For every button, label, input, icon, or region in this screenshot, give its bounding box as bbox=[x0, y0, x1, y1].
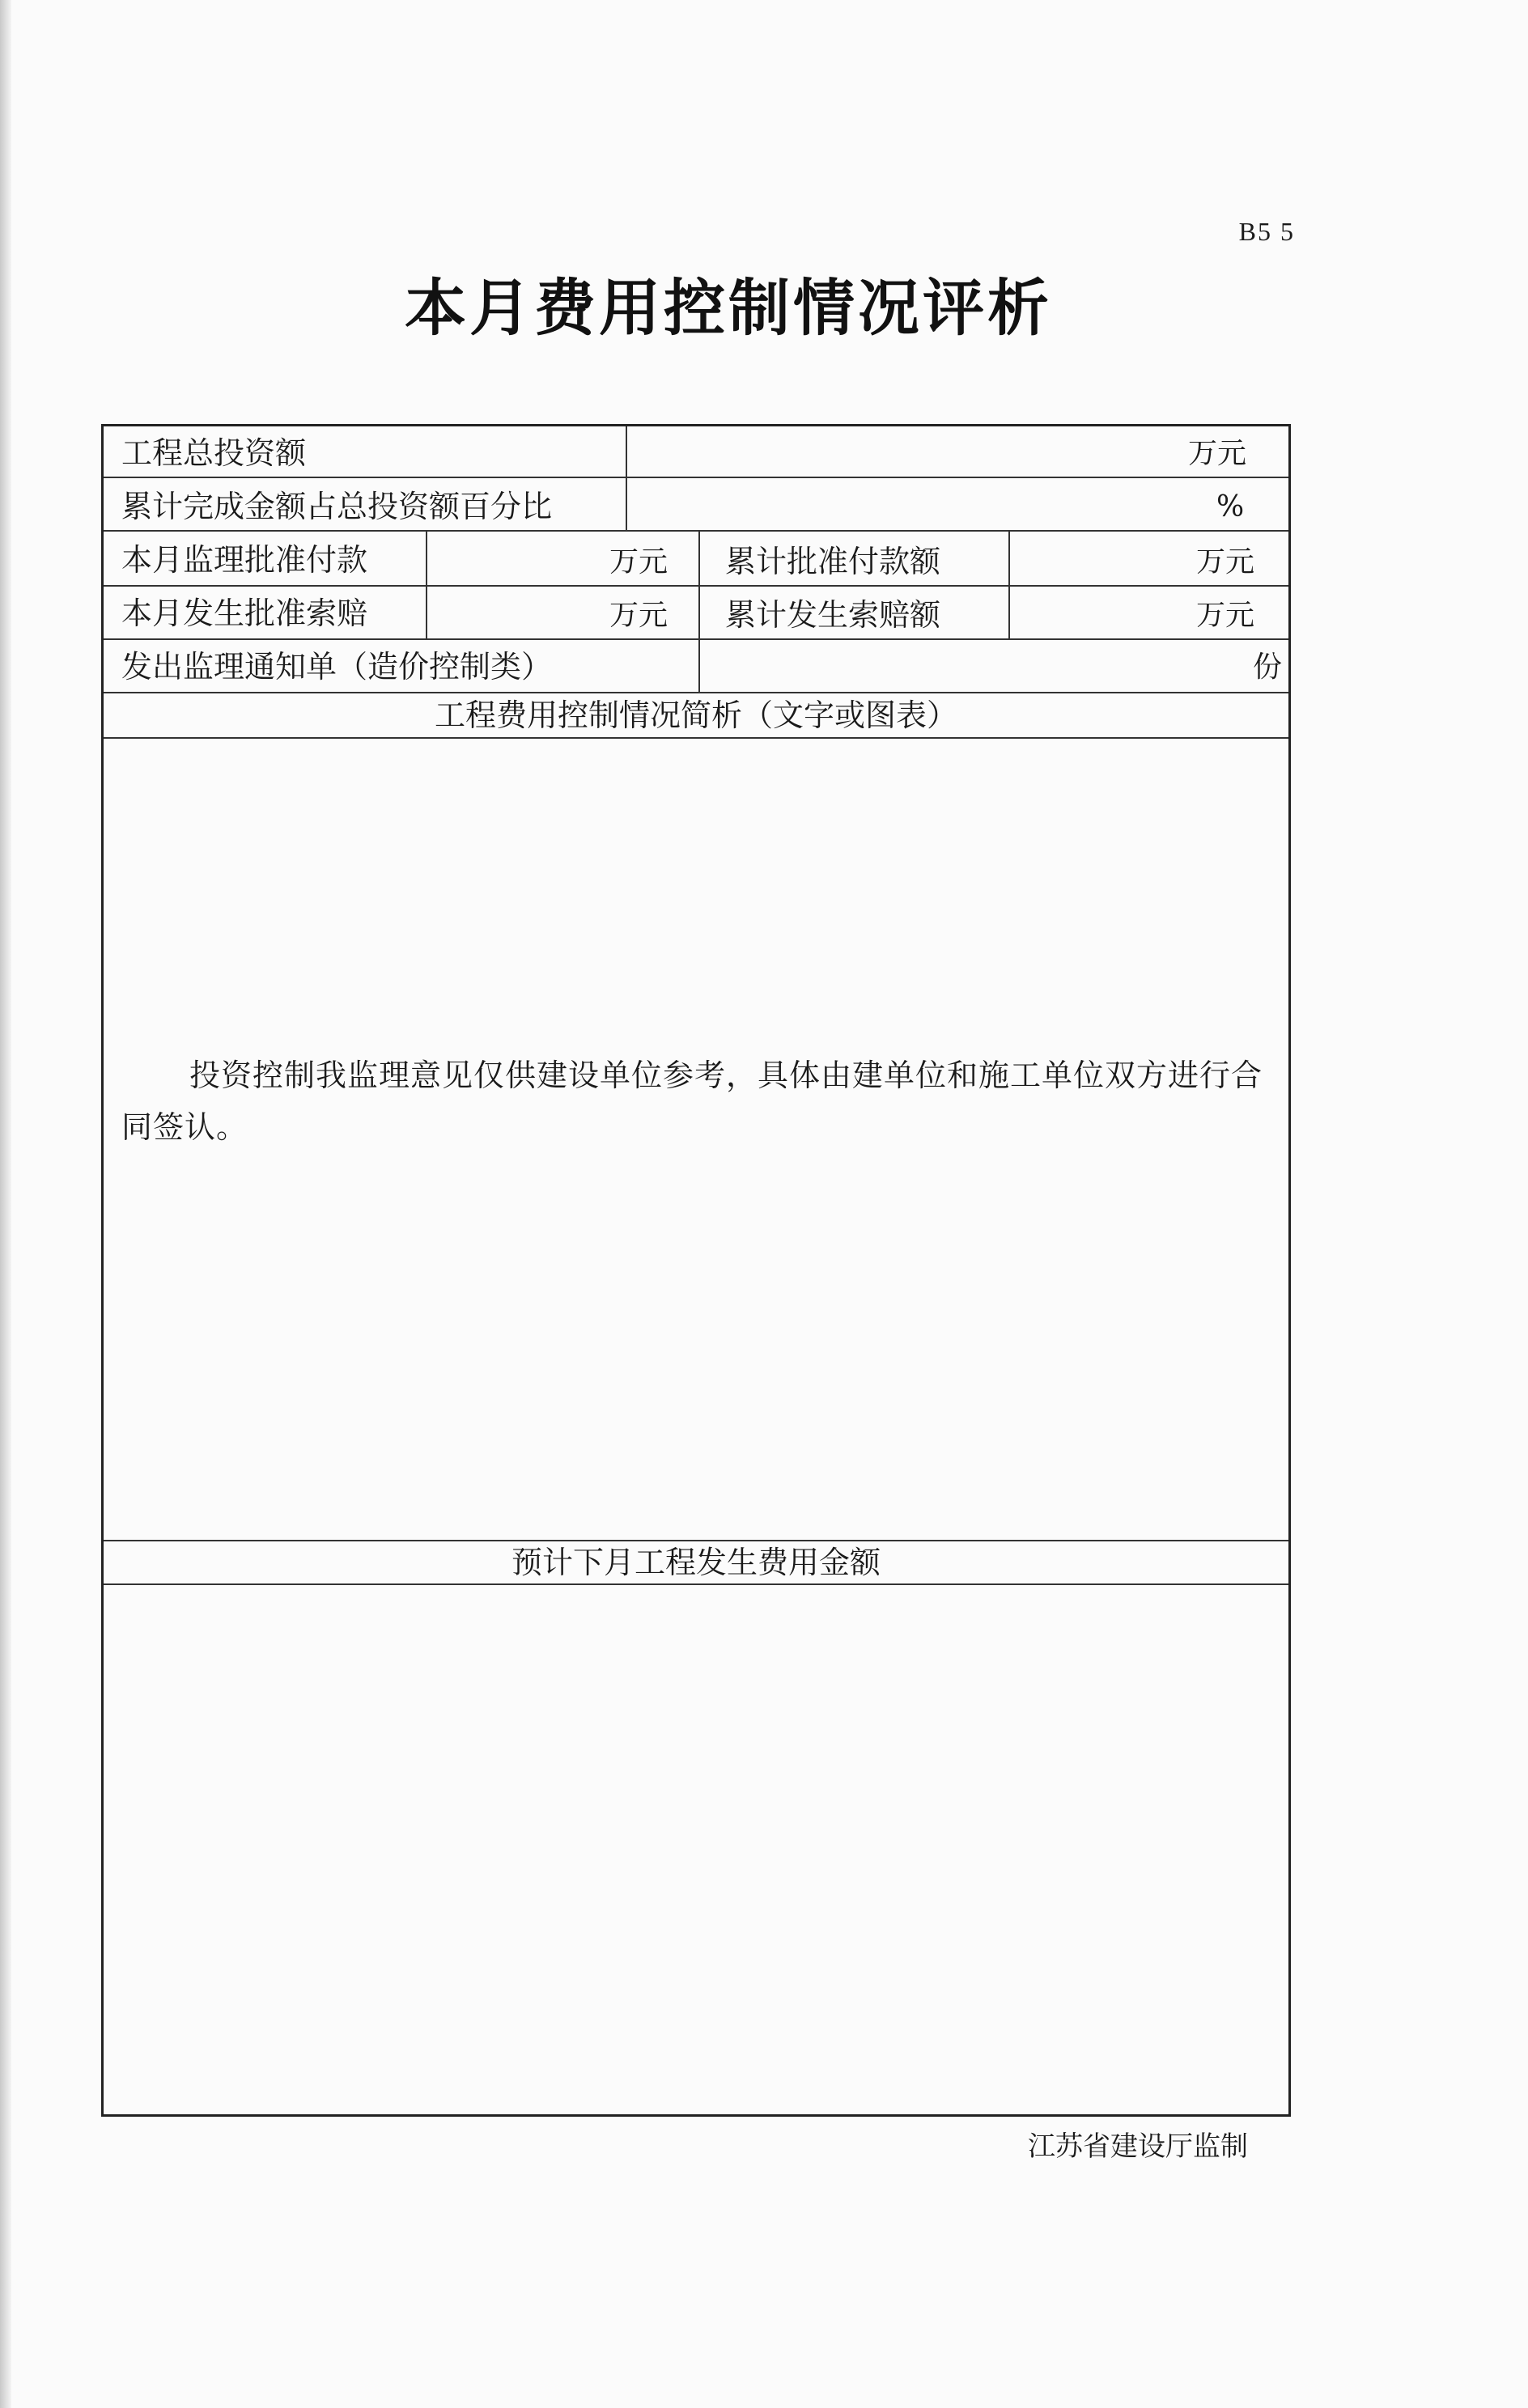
cumulative-approved-payment-label: 累计批准付款额 bbox=[725, 544, 941, 579]
monthly-claims-unit: 万元 bbox=[609, 599, 668, 632]
forecast-section-title: 预计下月工程发生费用金额 bbox=[511, 1545, 881, 1580]
notices-issued-unit: 份 bbox=[1253, 651, 1283, 684]
issuer-footer: 江苏省建设厅监制 bbox=[1028, 2130, 1248, 2163]
row-divider bbox=[104, 692, 1288, 693]
row-divider bbox=[104, 737, 1288, 739]
column-divider bbox=[626, 426, 627, 530]
row-divider bbox=[104, 1540, 1288, 1541]
cumulative-approved-payment-unit: 万元 bbox=[1196, 545, 1255, 579]
column-divider bbox=[1008, 530, 1010, 638]
analysis-text: 投资控制我监理意见仅供建设单位参考，具体由建单位和施工单位双方进行合同签认。 bbox=[121, 1058, 1263, 1145]
completed-percent-label: 累计完成金额占总投资额百分比 bbox=[121, 489, 553, 524]
row-divider bbox=[104, 638, 1288, 640]
column-divider bbox=[426, 530, 427, 638]
analysis-section-title: 工程费用控制情况简析（文字或图表） bbox=[434, 697, 957, 733]
column-divider bbox=[698, 530, 700, 692]
total-investment-unit: 万元 bbox=[1188, 437, 1247, 470]
completed-percent-unit: % bbox=[1216, 490, 1245, 524]
cumulative-claims-unit: 万元 bbox=[1196, 599, 1255, 632]
row-divider bbox=[104, 530, 1288, 532]
monthly-approved-payment-unit: 万元 bbox=[609, 545, 668, 579]
row-divider bbox=[104, 477, 1288, 478]
cumulative-claims-label: 累计发生索赔额 bbox=[725, 597, 941, 633]
notices-issued-label: 发出监理通知单（造价控制类） bbox=[121, 649, 553, 685]
page-title: 本月费用控制情况评析 bbox=[405, 272, 1052, 344]
cost-control-form bbox=[101, 424, 1291, 2117]
scan-edge-shadow bbox=[0, 0, 11, 2408]
monthly-approved-payment-label: 本月监理批准付款 bbox=[121, 542, 368, 578]
total-investment-label: 工程总投资额 bbox=[121, 435, 307, 471]
monthly-claims-label: 本月发生批准索赔 bbox=[121, 596, 368, 631]
form-code: B5 5 bbox=[1238, 217, 1295, 246]
row-divider bbox=[104, 1583, 1288, 1585]
row-divider bbox=[104, 585, 1288, 587]
